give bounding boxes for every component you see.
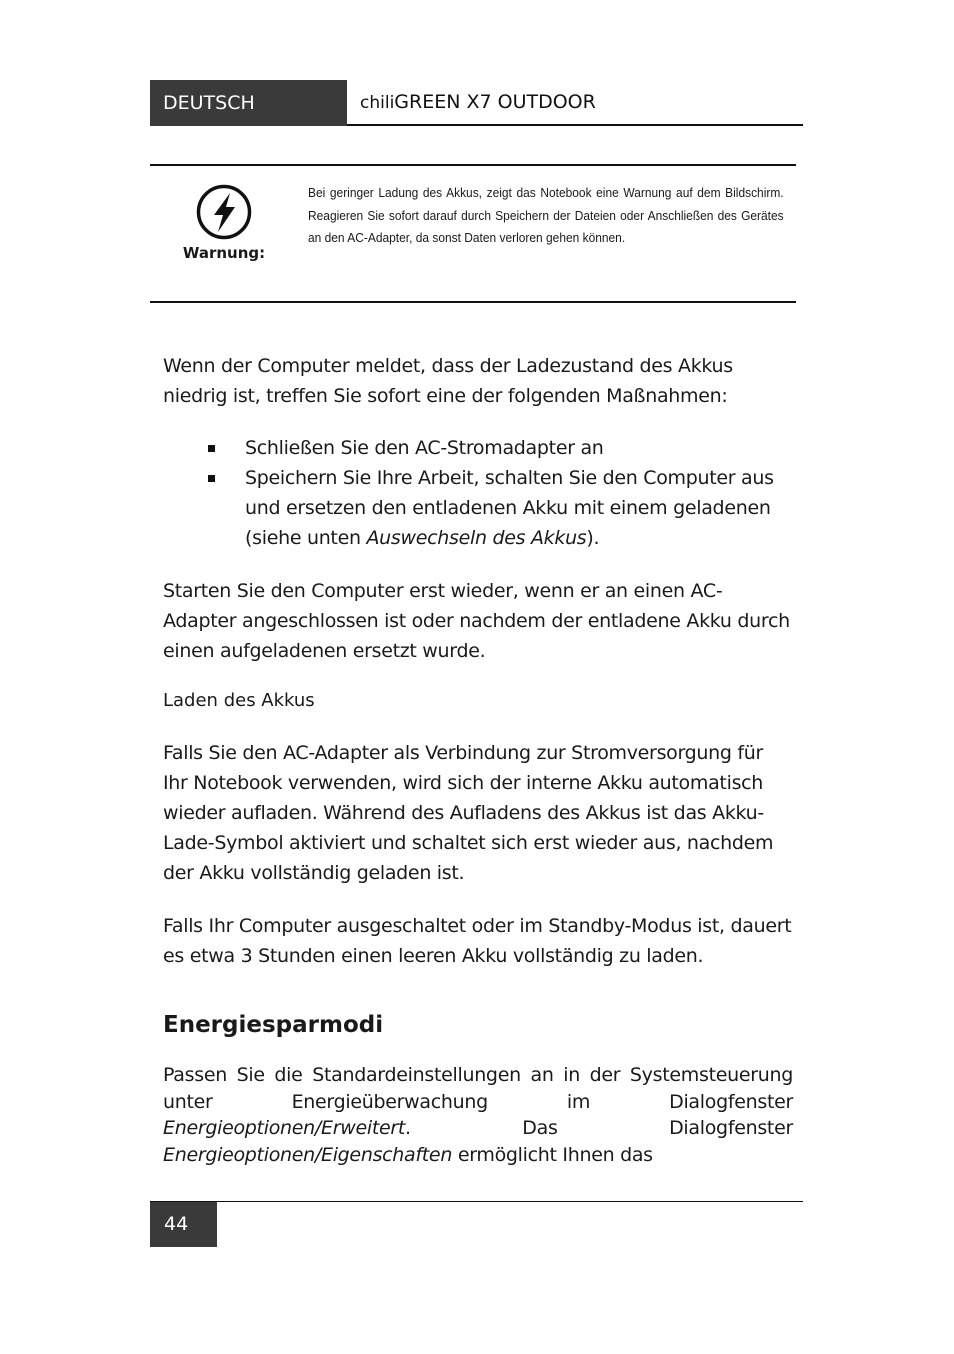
footer-rule [150,1201,803,1202]
list-item-reference: Auswechseln des Akkus [366,527,587,549]
power-modes-reference-2: Energieoptionen/Eigenschaften [163,1143,453,1166]
charging-paragraph-2: Falls Ihr Computer ausgeschaltet oder im Standby-Modus ist, dauert es etwa 3 Stunden einen leeren Akku vollständig zu laden. [163,915,792,967]
power-modes-text-post: ermöglicht Ihnen das [452,1143,653,1166]
header-product-title [360,80,596,124]
charging-heading: Laden des Akkus [163,690,315,711]
bullet-square-icon [208,475,215,482]
bullet-square-icon [208,445,215,452]
intro-paragraph: Wenn der Computer meldet, dass der Ladezustand des Akkus niedrig ist, treffen Sie sofort eine der folgenden Maßnahmen: [163,355,733,407]
power-modes-heading: Energiesparmodi [163,1012,384,1038]
header-language-tab: DEUTSCH [150,80,347,126]
lightning-bolt-icon [196,184,252,240]
header-rule [347,124,803,126]
header-product-name: GREEN X7 OUTDOOR [394,91,596,113]
warning-bottom-rule [150,301,796,303]
action-list [163,433,793,553]
list-item-text-pre: Speichern Sie Ihre Arbeit, schalten Sie den Computer aus und ersetzen den entladenen Akku mit einem geladenen (siehe unten [245,467,774,549]
power-modes-reference-1: Energieoptionen/Erweitert [163,1117,406,1139]
restart-paragraph: Starten Sie den Computer erst wieder, wenn er an einen AC-Adapter angeschlossen ist oder nachdem der entladene Akku durch einen aufgeladenen ersetzt wurde. [163,580,790,662]
warning-top-rule [150,164,796,166]
warning-text: Bei geringer Ladung des Akkus, zeigt das Notebook eine Warnung auf dem Bildschirm. Reagieren Sie sofort darauf durch Speichern der Dateien oder Anschließen des Gerätes an den AC-Adapter, da sonst Daten verloren gehen können. [308,185,784,245]
list-item [163,463,793,553]
power-modes-text-mid: . Das Dialogfenster [405,1117,793,1139]
list-item-text-post: ). [586,527,600,549]
power-modes-text-pre: Passen Sie die Standardeinstellungen an in der Systemsteuerung unter Energieüberwachung im Dialogfenster [163,1064,793,1113]
list-item [163,433,793,463]
list-item-text: Schließen Sie den AC-Stromadapter an [245,437,604,459]
power-modes-paragraph [163,1062,793,1168]
header-brand-prefix: chili [360,93,395,113]
page-number: 44 [150,1202,217,1247]
charging-paragraph-1: Falls Sie den AC-Adapter als Verbindung zur Stromversorgung für Ihr Notebook verwenden, wird sich der interne Akku automatisch wieder aufladen. Während des Aufladens des Akkus ist das Akku-Lade-Symbol aktiviert und schaltet sich erst wieder aus, nachdem der Akku vollständig geladen ist. [163,742,774,884]
warning-label: Warnung: [182,244,266,262]
